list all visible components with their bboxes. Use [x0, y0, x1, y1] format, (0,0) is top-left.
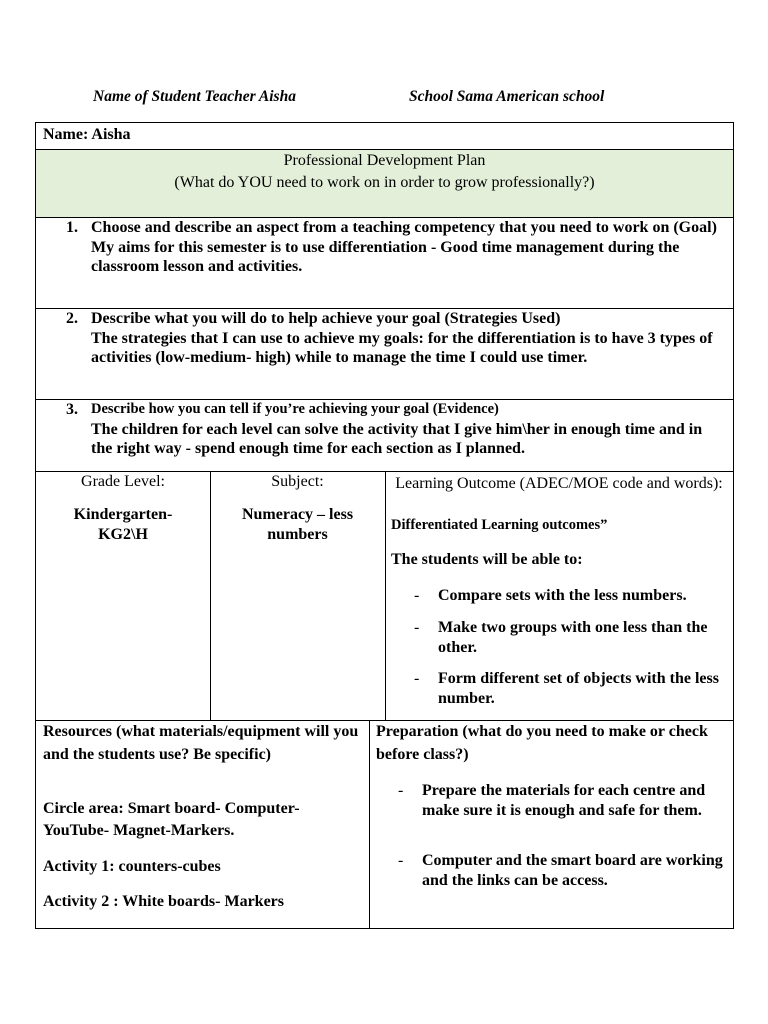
name-row — [35, 122, 734, 150]
strategies-number: 2. — [66, 310, 78, 327]
goal-question: Choose and describe an aspect from a teaching competency that you need to work on (Goal) — [91, 219, 717, 236]
resource-line: Activity 2 : White boards- Markers — [43, 893, 284, 910]
goal-answer: My aims for this semester is to use differentiation - Good time management during the classroom lesson and activities. — [91, 238, 680, 275]
resources-label: Resources (what materials/equipment will you and the students use? Be specific) — [43, 723, 359, 763]
bullet-dash: - — [414, 587, 420, 604]
strategies-section — [35, 308, 734, 400]
strategies-question: Describe what you will do to help achieve your goal (Strategies Used) — [91, 310, 561, 327]
preparation-item: Prepare the materials for each centre and make sure it is enough and safe for them. — [422, 782, 706, 819]
outcome-item: Make two groups with one less than the other. — [438, 619, 708, 656]
outcome-intro: The students will be able to: — [391, 551, 583, 568]
evidence-section — [35, 399, 734, 472]
subject-value: Numeracy – less numbers — [241, 506, 354, 543]
list-item — [414, 669, 724, 709]
grade-value: Kindergarten-KG2\H — [73, 506, 173, 543]
goal-section — [35, 217, 734, 309]
grade-label: Grade Level: — [81, 473, 165, 490]
goal-number: 1. — [66, 219, 78, 236]
name-field: Name: Aisha — [43, 126, 131, 143]
evidence-answer: The children for each level can solve the activity that I give him\her in enough time and in the right way - spend enough time for each section as I planned. — [91, 420, 703, 457]
plan-subtitle: (What do YOU need to work on in order to grow professionally?) — [174, 174, 595, 191]
differentiated-outcomes-label: Differentiated Learning outcomes” — [391, 517, 608, 533]
strategies-answer: The strategies that I can use to achieve my goals: for the differentiation is to have 3 types of activities (low-medium- high) while to manage the time I could use timer. — [91, 329, 713, 366]
resource-line: Circle area: Smart board- Computer- YouTube- Magnet-Markers. — [43, 800, 300, 839]
school-name: School Sama American school — [409, 88, 605, 105]
preparation-item: Computer and the smart board are working and the links can be access. — [422, 852, 723, 889]
evidence-question: Describe how you can tell if you’re achieving your goal (Evidence) — [91, 401, 499, 417]
evidence-text — [91, 400, 727, 459]
list-item — [398, 781, 728, 841]
bullet-dash: - — [398, 852, 404, 869]
student-teacher-name: Name of Student Teacher Aisha — [93, 88, 296, 105]
grade-cell — [36, 471, 211, 720]
evidence-number: 3. — [66, 401, 78, 418]
list-item — [414, 586, 724, 606]
list-item — [414, 618, 724, 658]
resources-cell — [36, 720, 370, 928]
learning-outcome-cell — [385, 471, 733, 720]
bullet-dash: - — [414, 670, 420, 687]
subject-cell — [210, 471, 386, 720]
lesson-info-row — [35, 471, 734, 721]
strategies-text — [91, 309, 727, 368]
goal-text — [91, 218, 727, 277]
bullet-dash: - — [398, 782, 404, 799]
list-item — [398, 851, 728, 891]
resource-line: Activity 1: counters-cubes — [43, 858, 221, 875]
preparation-cell — [369, 720, 733, 928]
preparation-label: Preparation (what do you need to make or check before class?) — [376, 723, 708, 763]
plan-title-row — [35, 149, 734, 218]
subject-label: Subject: — [271, 473, 324, 490]
learning-outcome-label: Learning Outcome (ADEC/MOE code and words): — [395, 475, 723, 492]
outcome-item: Compare sets with the less numbers. — [438, 587, 687, 604]
outcome-item: Form different set of objects with the less number. — [438, 670, 719, 707]
bullet-dash: - — [414, 619, 420, 636]
plan-title: Professional Development Plan — [283, 152, 486, 169]
resources-preparation-row — [35, 720, 734, 929]
